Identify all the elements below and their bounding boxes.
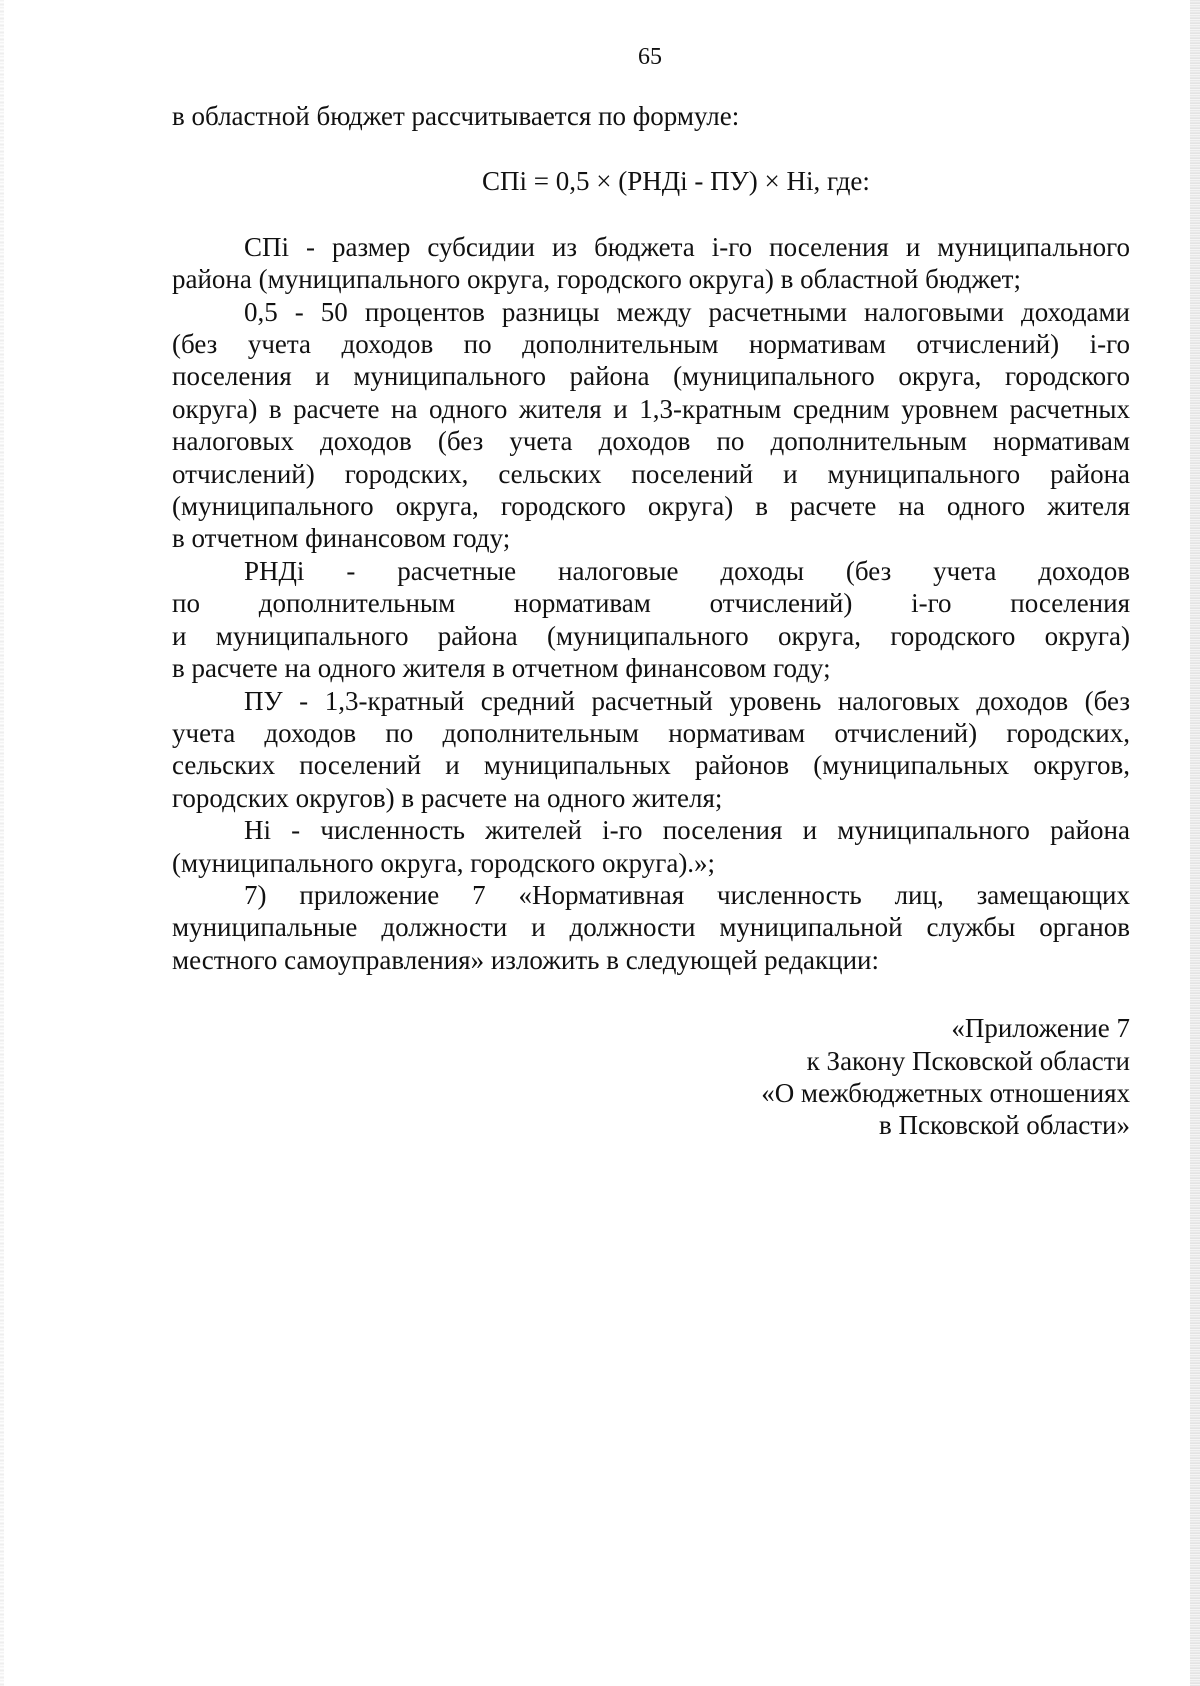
appendix-heading-line: «Приложение 7 <box>951 1013 1130 1044</box>
page-number: 65 <box>638 44 662 70</box>
appendix-heading-line: в Псковской области» <box>878 1110 1130 1141</box>
definition-line: муниципальные должности и должности муниципальной службы органов <box>172 912 1130 943</box>
document-body <box>172 100 1130 1142</box>
definition-ni <box>172 814 1130 879</box>
definition-line: сельских поселений и муниципальных районов (муниципальных округов, <box>172 750 1130 781</box>
definition-line: в расчете на одного жителя в отчетном финансовом году; <box>172 653 831 684</box>
definition-line: (муниципального округа, городского округа).»; <box>172 847 716 878</box>
definition-line: 0,5 - 50 процентов разницы между расчетными налоговыми доходами <box>244 296 1130 327</box>
scan-edge-right <box>1190 0 1200 1686</box>
definition-spi <box>172 231 1130 296</box>
definition-line: учета доходов по дополнительным нормативам отчислений) городских, <box>172 717 1130 748</box>
definition-line: (без учета доходов по дополнительным нормативам отчислений) i-го <box>172 329 1130 360</box>
definition-line: и муниципального района (муниципального округа, городского округа) <box>172 620 1130 651</box>
definition-line: РНДi - расчетные налоговые доходы (без учета доходов <box>244 555 1130 586</box>
definition-line: поселения и муниципального района (муниципального округа, городского <box>172 361 1130 392</box>
definition-line: в отчетном финансовом году; <box>172 523 511 554</box>
definition-line: налоговых доходов (без учета доходов по дополнительным нормативам <box>172 426 1130 457</box>
definition-pu <box>172 685 1130 815</box>
definition-line: Нi - численность жителей i-го поселения и муниципального района <box>244 815 1130 846</box>
appendix-heading <box>172 1012 1130 1142</box>
appendix-heading-line: «О межбюджетных отношениях <box>761 1077 1130 1108</box>
formula: СПi = 0,5 × (РНДi - ПУ) × Нi, где: <box>482 166 870 197</box>
definition-line: СПi - размер субсидии из бюджета i-го поселения и муниципального <box>244 231 1130 262</box>
scan-edge-left <box>0 0 4 1686</box>
definition-coefficient <box>172 296 1130 555</box>
definition-line: городских округов) в расчете на одного жителя; <box>172 782 723 813</box>
definition-rndi <box>172 555 1130 685</box>
definition-line: по дополнительным нормативам отчислений) i-го поселения <box>172 588 1130 619</box>
definition-line: отчислений) городских, сельских поселений и муниципального района <box>172 458 1130 489</box>
definition-line: округа) в расчете на одного жителя и 1,3-кратным средним уровнем расчетных <box>172 393 1130 424</box>
definition-line: района (муниципального округа, городского округа) в областной бюджет; <box>172 264 1021 295</box>
definition-line: (муниципального округа, городского округа) в расчете на одного жителя <box>172 491 1130 522</box>
intro-line: в областной бюджет рассчитывается по формуле: <box>172 101 740 131</box>
definition-line: местного самоуправления» изложить в следующей редакции: <box>172 944 879 975</box>
definition-line: ПУ - 1,3-кратный средний расчетный уровень налоговых доходов (без <box>244 685 1130 716</box>
appendix-heading-line: к Закону Псковской области <box>806 1045 1130 1076</box>
amendment-item-7 <box>172 879 1130 976</box>
definition-line: 7) приложение 7 «Нормативная численность лиц, замещающих <box>244 879 1130 910</box>
